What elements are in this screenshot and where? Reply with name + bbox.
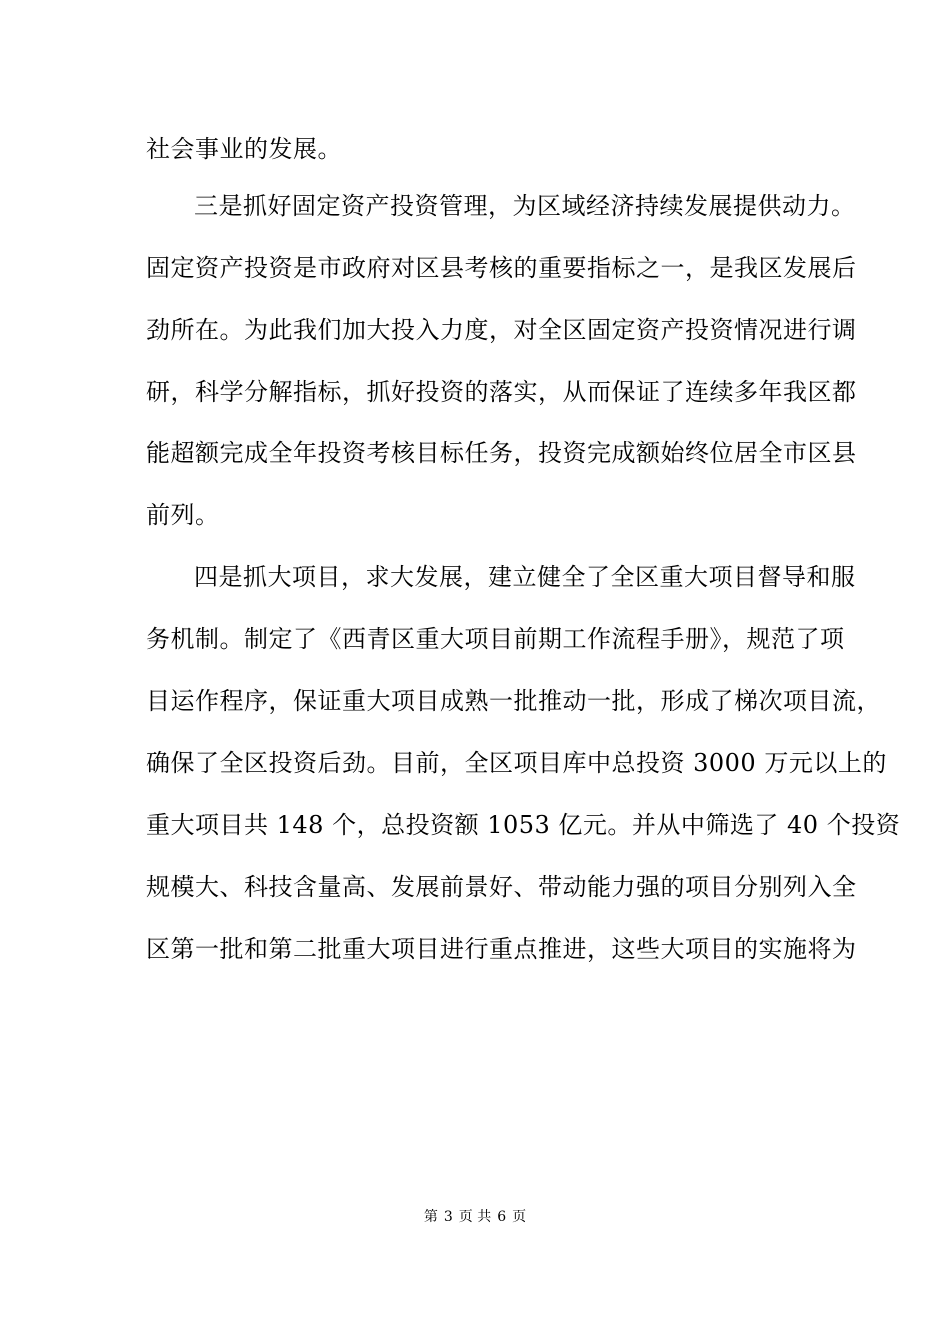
- text-line: 劲所在。为此我们加大投入力度，对全区固定资产投资情况进行调: [146, 316, 857, 344]
- page-label-prefix: 第: [423, 1209, 438, 1225]
- page-label-suffix: 页: [512, 1209, 527, 1225]
- text-line: 区第一批和第二批重大项目进行重点推进，这些大项目的实施将为: [146, 935, 857, 963]
- page-label-mid: 页 共: [458, 1209, 492, 1225]
- page-footer: [0, 1208, 950, 1226]
- text-line: 务机制。制定了《西青区重大项目前期工作流程手册》，规范了项: [146, 625, 845, 653]
- text-line: 固定资产投资是市政府对区县考核的重要指标之一，是我区发展后: [146, 254, 857, 282]
- text-line: 重大项目共 148 个，总投资额 1053 亿元。并从中筛选了 40 个投资: [146, 811, 901, 839]
- text-line: 研，科学分解指标，抓好投资的落实，从而保证了连续多年我区都: [146, 378, 857, 406]
- text-line: 能超额完成全年投资考核目标任务，投资完成额始终位居全市区县: [146, 439, 857, 467]
- text-line: 目运作程序，保证重大项目成熟一批推动一批，形成了梯次项目流，: [146, 687, 881, 715]
- text-line: 规模大、科技含量高、发展前景好、带动能力强的项目分别列入全: [146, 873, 857, 901]
- total-pages-number: 6: [497, 1209, 507, 1225]
- text-line: 四是抓大项目，求大发展，建立健全了全区重大项目督导和服: [194, 563, 856, 591]
- text-line: 确保了全区投资后劲。目前，全区项目库中总投资 3000 万元以上的: [146, 749, 887, 777]
- current-page-number: 3: [443, 1209, 453, 1225]
- text-line: 前列。: [146, 501, 220, 529]
- text-line: 社会事业的发展。: [146, 135, 342, 163]
- text-line: 三是抓好固定资产投资管理，为区域经济持续发展提供动力。: [194, 192, 856, 220]
